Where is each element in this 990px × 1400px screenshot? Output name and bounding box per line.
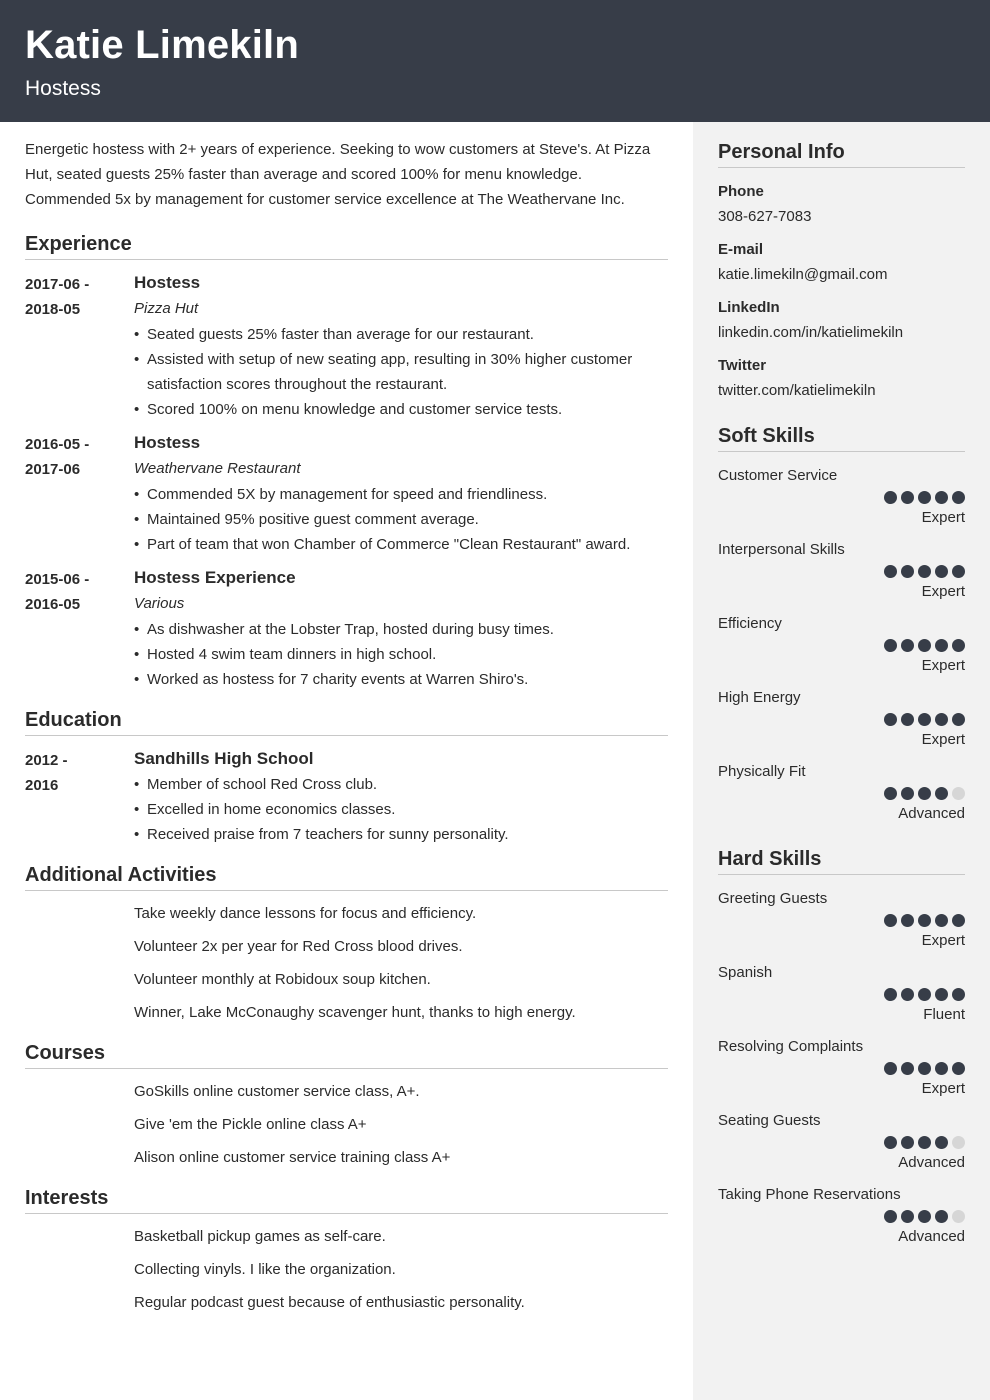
- soft-skills-list: [718, 463, 965, 826]
- entry-body: [134, 746, 668, 847]
- info-label: Twitter: [718, 357, 767, 374]
- rating-dot-filled: [935, 1062, 948, 1075]
- interests-item: Regular podcast guest because of enthusiastic personality.: [134, 1294, 525, 1311]
- hard-skills-section: [718, 847, 965, 1249]
- rating-dot-filled: [901, 491, 914, 504]
- rating-dot-filled: [918, 1210, 931, 1223]
- skill-level: Expert: [921, 932, 965, 949]
- interests-section: [25, 1186, 668, 1315]
- rating-dot-filled: [952, 565, 965, 578]
- rating-dot-filled: [935, 639, 948, 652]
- skill-name: Customer Service: [718, 467, 838, 484]
- courses-item: Give 'em the Pickle online class A+: [134, 1116, 367, 1133]
- entry-title: Hostess: [134, 273, 201, 292]
- entry-title: Hostess: [134, 433, 201, 452]
- skill-item: [718, 886, 965, 953]
- entry-organization: Weathervane Restaurant: [134, 460, 301, 477]
- activities-item: Winner, Lake McConaughy scavenger hunt, thanks to high energy.: [134, 1004, 576, 1021]
- main-column: [25, 137, 668, 1331]
- activities-section: [25, 863, 668, 1025]
- rating-dot-filled: [884, 639, 897, 652]
- skill-level: Expert: [921, 731, 965, 748]
- rating-dot-filled: [935, 787, 948, 800]
- rating-dot-filled: [935, 988, 948, 1001]
- entry-body: [134, 565, 668, 692]
- info-value: linkedin.com/in/katielimekiln: [718, 324, 904, 341]
- skill-level: Advanced: [898, 1228, 965, 1245]
- education-entry: [25, 746, 668, 847]
- section-title: Courses: [25, 1041, 668, 1069]
- experience-entries: [25, 270, 668, 692]
- entry-date: [25, 746, 134, 847]
- rating-dot-filled: [952, 1062, 965, 1075]
- hard-skills-list: [718, 886, 965, 1249]
- date-end: 2016: [25, 777, 59, 794]
- courses-list: [25, 1079, 668, 1170]
- summary: Energetic hostess with 2+ years of experience. Seeking to wow customers at Steve's. At Pizza Hut, seated guests 25% faster than average and scored 100% for menu knowledge. Commended 5x by management for customer service excellence at The Weathervane Inc.: [25, 141, 651, 208]
- rating-dot-filled: [918, 639, 931, 652]
- rating-dot-filled: [901, 1062, 914, 1075]
- rating-dot-filled: [901, 914, 914, 927]
- rating-dot-filled: [918, 787, 931, 800]
- skill-name: Seating Guests: [718, 1112, 821, 1129]
- rating-dot-filled: [901, 1210, 914, 1223]
- rating-dot-filled: [884, 787, 897, 800]
- rating-dot-filled: [901, 787, 914, 800]
- activities-list: [25, 901, 668, 1025]
- date-end: 2017-06: [25, 461, 81, 478]
- skill-level: Advanced: [898, 1154, 965, 1171]
- info-label: E-mail: [718, 241, 764, 258]
- bullet-item: • Assisted with setup of new seating app, resulting in 30% higher customer satisfaction scores throughout the restaurant.: [134, 347, 668, 397]
- entry-title: Hostess Experience: [134, 568, 296, 587]
- rating-dot-empty: [952, 1210, 965, 1223]
- rating-dot-filled: [952, 988, 965, 1001]
- bullet-item: • Hosted 4 swim team dinners in high school.: [134, 642, 668, 667]
- interests-list: [25, 1224, 668, 1315]
- rating-dot-filled: [884, 988, 897, 1001]
- candidate-role: Hostess: [25, 77, 101, 100]
- soft-skills-section: [718, 424, 965, 826]
- section-title: Additional Activities: [25, 863, 668, 891]
- section-title: Hard Skills: [718, 847, 965, 875]
- interests-item: Collecting vinyls. I like the organization.: [134, 1261, 396, 1278]
- section-title: Soft Skills: [718, 424, 965, 452]
- experience-entry: [25, 430, 668, 557]
- date-start: 2012 -: [25, 752, 68, 769]
- rating-dot-filled: [884, 565, 897, 578]
- rating-dot-filled: [935, 491, 948, 504]
- rating-dot-empty: [952, 1136, 965, 1149]
- date-start: 2017-06 -: [25, 276, 90, 293]
- entry-organization: Various: [134, 595, 185, 612]
- rating-dot-filled: [918, 491, 931, 504]
- skill-rating: [718, 1210, 965, 1224]
- bullet-item: • Received praise from 7 teachers for sunny personality.: [134, 822, 668, 847]
- skill-item: [718, 463, 965, 530]
- personal-info-list: [718, 179, 965, 403]
- courses-item: Alison online customer service training class A+: [134, 1149, 451, 1166]
- experience-entry: [25, 565, 668, 692]
- skill-rating: [718, 1136, 965, 1150]
- bullet-item: • Member of school Red Cross club.: [134, 772, 668, 797]
- bullet-item: • Excelled in home economics classes.: [134, 797, 668, 822]
- activities-item: Volunteer 2x per year for Red Cross blood drives.: [134, 938, 463, 955]
- activities-item: Take weekly dance lessons for focus and efficiency.: [134, 905, 477, 922]
- skill-rating: [718, 565, 965, 579]
- rating-dot-filled: [884, 491, 897, 504]
- interests-item: Basketball pickup games as self-care.: [134, 1228, 386, 1245]
- skill-rating: [718, 1062, 965, 1076]
- rating-dot-filled: [884, 713, 897, 726]
- skill-level: Expert: [921, 509, 965, 526]
- skill-level: Fluent: [923, 1006, 965, 1023]
- info-label: Phone: [718, 183, 764, 200]
- entry-body: [134, 430, 668, 557]
- skill-name: Spanish: [718, 964, 773, 981]
- bullet-item: • Commended 5X by management for speed and friendliness.: [134, 482, 668, 507]
- bullet-item: • Seated guests 25% faster than average for our restaurant.: [134, 322, 668, 347]
- skill-rating: [718, 639, 965, 653]
- date-start: 2015-06 -: [25, 571, 90, 588]
- skill-level: Expert: [921, 1080, 965, 1097]
- info-label: LinkedIn: [718, 299, 780, 316]
- rating-dot-filled: [935, 914, 948, 927]
- activities-item: Volunteer monthly at Robidoux soup kitchen.: [134, 971, 431, 988]
- skill-level: Advanced: [898, 805, 965, 822]
- entry-bullets: [134, 617, 668, 692]
- personal-info-section: [718, 140, 965, 403]
- skill-level: Expert: [921, 657, 965, 674]
- rating-dot-filled: [918, 914, 931, 927]
- skill-item: [718, 537, 965, 604]
- bullet-item: • Worked as hostess for 7 charity events at Warren Shiro's.: [134, 667, 668, 692]
- bullet-item: • Scored 100% on menu knowledge and customer service tests.: [134, 397, 668, 422]
- skill-name: High Energy: [718, 689, 801, 706]
- rating-dot-filled: [952, 713, 965, 726]
- skill-rating: [718, 914, 965, 928]
- rating-dot-filled: [884, 1210, 897, 1223]
- rating-dot-filled: [952, 491, 965, 504]
- date-start: 2016-05 -: [25, 436, 90, 453]
- section-title: Interests: [25, 1186, 668, 1214]
- bullet-item: • Part of team that won Chamber of Commerce "Clean Restaurant" award.: [134, 532, 668, 557]
- skill-item: [718, 611, 965, 678]
- entry-date: [25, 270, 134, 422]
- entry-bullets: [134, 772, 668, 847]
- skill-name: Interpersonal Skills: [718, 541, 845, 558]
- info-value: twitter.com/katielimekiln: [718, 382, 876, 399]
- bullet-item: • As dishwasher at the Lobster Trap, hosted during busy times.: [134, 617, 668, 642]
- rating-dot-filled: [918, 565, 931, 578]
- rating-dot-filled: [918, 713, 931, 726]
- rating-dot-filled: [901, 639, 914, 652]
- info-value: 308-627-7083: [718, 208, 812, 225]
- entry-organization: Pizza Hut: [134, 300, 199, 317]
- rating-dot-filled: [918, 1136, 931, 1149]
- skill-item: [718, 960, 965, 1027]
- resume-header: [0, 0, 990, 122]
- rating-dot-filled: [901, 1136, 914, 1149]
- skill-level: Expert: [921, 583, 965, 600]
- date-end: 2016-05: [25, 596, 81, 613]
- sidebar: [718, 140, 965, 1270]
- rating-dot-filled: [935, 1210, 948, 1223]
- info-value: katie.limekiln@gmail.com: [718, 266, 888, 283]
- date-end: 2018-05: [25, 301, 81, 318]
- entry-date: [25, 565, 134, 692]
- skill-name: Physically Fit: [718, 763, 806, 780]
- rating-dot-filled: [901, 988, 914, 1001]
- section-title: Experience: [25, 232, 668, 260]
- experience-entry: [25, 270, 668, 422]
- skill-rating: [718, 713, 965, 727]
- rating-dot-filled: [884, 1062, 897, 1075]
- skill-rating: [718, 787, 965, 801]
- candidate-name: Katie Limekiln: [25, 23, 299, 67]
- skill-item: [718, 1034, 965, 1101]
- section-title: Personal Info: [718, 140, 965, 168]
- skill-name: Taking Phone Reservations: [718, 1186, 901, 1203]
- entry-bullets: [134, 322, 668, 422]
- rating-dot-filled: [952, 914, 965, 927]
- rating-dot-filled: [952, 639, 965, 652]
- experience-section: [25, 232, 668, 692]
- bullet-item: • Maintained 95% positive guest comment average.: [134, 507, 668, 532]
- rating-dot-filled: [884, 914, 897, 927]
- education-entries: [25, 746, 668, 847]
- skill-name: Resolving Complaints: [718, 1038, 864, 1055]
- rating-dot-filled: [901, 565, 914, 578]
- education-section: [25, 708, 668, 847]
- skill-name: Greeting Guests: [718, 890, 828, 907]
- rating-dot-filled: [918, 988, 931, 1001]
- courses-section: [25, 1041, 668, 1170]
- rating-dot-filled: [918, 1062, 931, 1075]
- entry-body: [134, 270, 668, 422]
- skill-item: [718, 759, 965, 826]
- rating-dot-filled: [935, 713, 948, 726]
- skill-name: Efficiency: [718, 615, 782, 632]
- skill-item: [718, 1182, 965, 1249]
- entry-title: Sandhills High School: [134, 749, 314, 768]
- skill-item: [718, 685, 965, 752]
- rating-dot-filled: [884, 1136, 897, 1149]
- section-title: Education: [25, 708, 668, 736]
- skill-rating: [718, 491, 965, 505]
- courses-item: GoSkills online customer service class, A+.: [134, 1083, 420, 1100]
- rating-dot-filled: [935, 1136, 948, 1149]
- entry-date: [25, 430, 134, 557]
- skill-rating: [718, 988, 965, 1002]
- rating-dot-filled: [901, 713, 914, 726]
- rating-dot-filled: [935, 565, 948, 578]
- skill-item: [718, 1108, 965, 1175]
- rating-dot-empty: [952, 787, 965, 800]
- entry-bullets: [134, 482, 668, 557]
